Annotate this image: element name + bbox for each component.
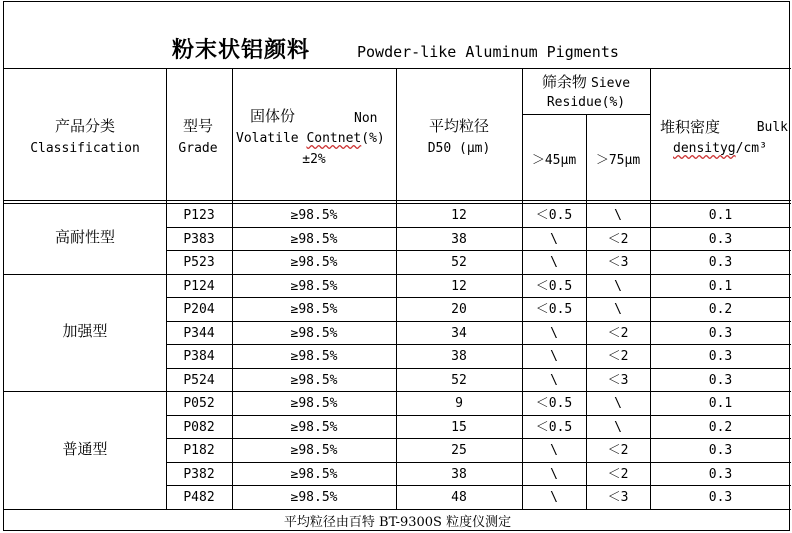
header-bulk-line1 xyxy=(660,119,788,137)
cell-s45: ＜0.5 xyxy=(535,208,573,223)
cell-solid: ≥98.5% xyxy=(290,372,338,388)
header-bulk-en2: densityg/cm³ xyxy=(673,141,767,156)
cell-s75: ＜2 xyxy=(607,325,629,341)
header-sieve-45: ＞45μm xyxy=(531,153,577,168)
cell-s45: \ xyxy=(550,349,558,364)
header-sieve-75: ＞75μm xyxy=(595,153,641,168)
row-divider xyxy=(166,462,791,463)
cell-solid: ≥98.5% xyxy=(290,231,338,247)
row-divider xyxy=(166,250,791,251)
title-en: Powder-like Aluminum Pigments xyxy=(357,43,619,61)
cell-s45: ＜0.5 xyxy=(535,278,573,294)
cell-bulk: 0.1 xyxy=(708,396,733,411)
cell-d50: 38 xyxy=(451,466,467,482)
cell-grade: P204 xyxy=(183,302,215,317)
cell-grade: P383 xyxy=(183,231,215,247)
cell-s45: \ xyxy=(550,490,558,505)
cell-s45: \ xyxy=(550,231,558,247)
header-bulk-en1: Bulk xyxy=(756,120,788,135)
cell-bulk: 0.3 xyxy=(708,490,733,505)
cell-s45: \ xyxy=(550,466,558,482)
header-classification-cn: 产品分类 xyxy=(54,117,115,135)
cell-bulk: 0.2 xyxy=(708,302,733,317)
cell-s75: \ xyxy=(614,278,622,294)
cell-s45: \ xyxy=(550,443,558,458)
table-frame xyxy=(3,1,790,531)
group-divider xyxy=(4,274,791,275)
header-solid-cn: 固体份 xyxy=(250,107,296,125)
cell-grade: P384 xyxy=(183,349,215,364)
cell-s45: ＜0.5 xyxy=(535,396,573,411)
header-solid-en2: Volatile Contnet(%) xyxy=(236,131,385,146)
row-divider xyxy=(166,321,791,322)
cell-grade: P082 xyxy=(183,419,215,435)
cell-solid: ≥98.5% xyxy=(290,349,338,364)
cell-grade: P344 xyxy=(183,325,215,341)
cell-grade: P182 xyxy=(183,443,215,458)
row-divider xyxy=(166,415,791,416)
cell-d50: 12 xyxy=(451,208,467,223)
header-classification-en: Classification xyxy=(30,141,140,156)
row-divider xyxy=(166,485,791,486)
cell-bulk: 0.3 xyxy=(708,443,733,458)
cell-s45: ＜0.5 xyxy=(535,419,573,435)
cell-solid: ≥98.5% xyxy=(290,443,338,458)
cell-solid: ≥98.5% xyxy=(290,255,338,270)
header-body-divider-1 xyxy=(4,200,791,201)
cell-d50: 15 xyxy=(451,419,467,435)
cell-bulk: 0.2 xyxy=(708,419,733,435)
header-solid-en1: Non xyxy=(354,111,378,126)
cell-s75: ＜3 xyxy=(607,372,629,388)
row-divider xyxy=(166,297,791,298)
cell-d50: 38 xyxy=(451,349,467,364)
cell-s45: \ xyxy=(550,255,558,270)
group-label: 普通型 xyxy=(62,439,108,458)
cell-s75: ＜2 xyxy=(607,349,629,364)
header-sieve-en2: Residue(%) xyxy=(546,95,626,110)
cell-s45: ＜0.5 xyxy=(535,302,573,317)
group-divider xyxy=(4,391,791,392)
cell-bulk: 0.1 xyxy=(708,208,733,223)
header-sieve-line1 xyxy=(522,74,650,92)
header-sieve-cn: 筛余物 xyxy=(541,73,587,91)
cell-solid: ≥98.5% xyxy=(290,325,338,341)
header-d50-en: D50 (μm) xyxy=(427,141,491,156)
header-grade-cn: 型号 xyxy=(182,117,213,135)
cell-s75: ＜2 xyxy=(607,466,629,482)
cell-d50: 34 xyxy=(451,325,467,341)
cell-d50: 25 xyxy=(451,443,467,458)
row-divider xyxy=(166,227,791,228)
cell-d50: 12 xyxy=(451,278,467,294)
cell-s75: ＜2 xyxy=(607,443,629,458)
cell-d50: 9 xyxy=(455,396,463,411)
header-grade-en: Grade xyxy=(178,141,218,156)
cell-d50: 52 xyxy=(451,372,467,388)
group-divider xyxy=(4,509,791,510)
cell-d50: 38 xyxy=(451,231,467,247)
row-divider xyxy=(166,368,791,369)
footer-note: 平均粒径由百特 BT-9300S 粒度仪测定 xyxy=(283,515,512,530)
cell-grade: P523 xyxy=(183,255,215,270)
title-cn: 粉末状铝颜料 xyxy=(172,38,311,63)
group-label: 高耐性型 xyxy=(54,228,115,247)
cell-solid: ≥98.5% xyxy=(290,302,338,317)
cell-solid: ≥98.5% xyxy=(290,208,338,223)
header-sieve-en1: Sieve xyxy=(591,76,631,91)
cell-bulk: 0.3 xyxy=(708,466,733,482)
cell-s75: \ xyxy=(614,208,622,223)
header-bulk-cn: 堆积密度 xyxy=(660,118,721,136)
cell-grade: P524 xyxy=(183,372,215,388)
cell-grade: P482 xyxy=(183,490,215,505)
cell-s75: ＜2 xyxy=(607,231,629,247)
title-divider xyxy=(4,68,791,69)
cell-s75: \ xyxy=(614,419,622,435)
cell-s45: \ xyxy=(550,372,558,388)
cell-grade: P124 xyxy=(183,278,215,294)
cell-bulk: 0.3 xyxy=(708,372,733,388)
group-label: 加强型 xyxy=(62,322,108,341)
header-solid-tol: ±2% xyxy=(302,152,326,167)
cell-bulk: 0.3 xyxy=(708,231,733,247)
cell-s75: ＜3 xyxy=(607,490,629,505)
cell-solid: ≥98.5% xyxy=(290,278,338,294)
cell-solid: ≥98.5% xyxy=(290,419,338,435)
cell-bulk: 0.3 xyxy=(708,325,733,341)
row-divider xyxy=(166,344,791,345)
cell-bulk: 0.1 xyxy=(708,278,733,294)
cell-s75: ＜3 xyxy=(607,255,629,270)
header-d50-cn: 平均粒径 xyxy=(428,117,489,135)
cell-solid: ≥98.5% xyxy=(290,490,338,505)
row-divider xyxy=(166,438,791,439)
cell-s75: \ xyxy=(614,302,622,317)
cell-s75: \ xyxy=(614,396,622,411)
cell-d50: 20 xyxy=(451,302,467,317)
cell-d50: 48 xyxy=(451,490,467,505)
cell-grade: P382 xyxy=(183,466,215,482)
cell-bulk: 0.3 xyxy=(708,255,733,270)
cell-solid: ≥98.5% xyxy=(290,466,338,482)
cell-bulk: 0.3 xyxy=(708,349,733,364)
cell-grade: P123 xyxy=(183,208,215,223)
cell-d50: 52 xyxy=(451,255,467,270)
header-body-divider-2 xyxy=(4,203,791,204)
cell-grade: P052 xyxy=(183,396,215,411)
cell-solid: ≥98.5% xyxy=(290,396,338,411)
title-area xyxy=(4,3,791,69)
cell-s45: \ xyxy=(550,325,558,341)
